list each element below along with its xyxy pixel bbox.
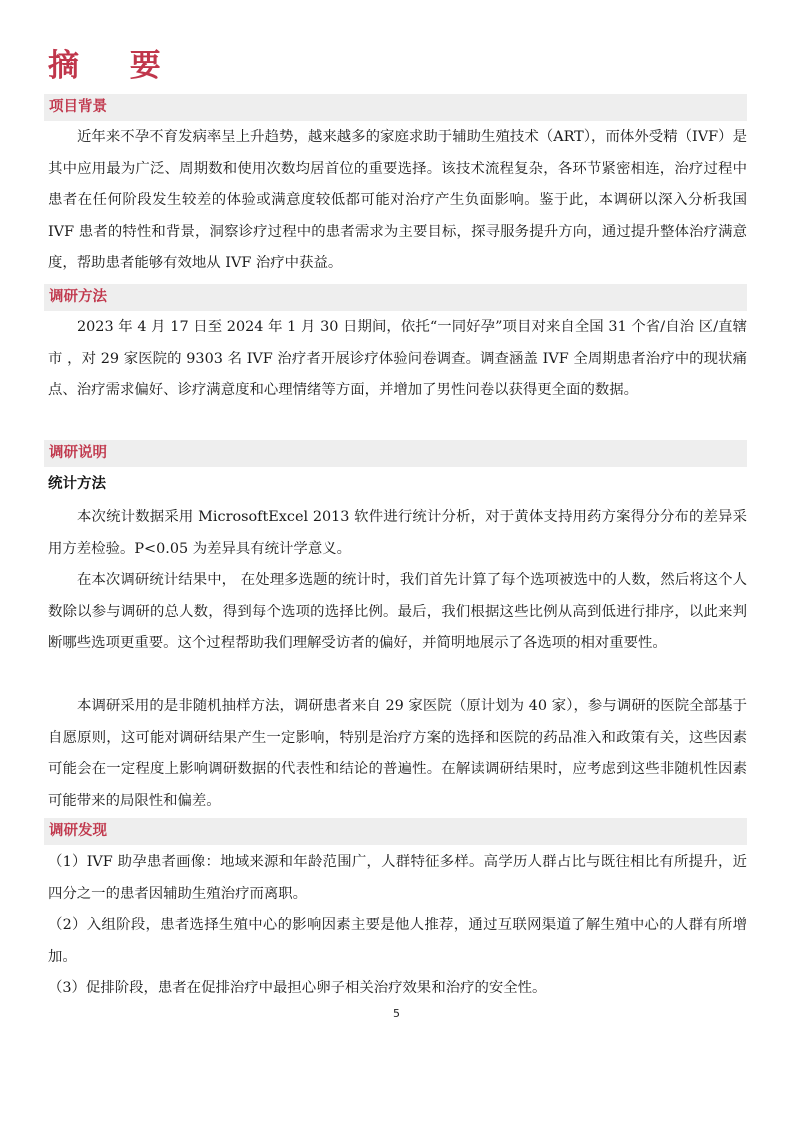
page-number: 5 xyxy=(393,1007,400,1020)
section-heading-notes: 调研说明 xyxy=(44,440,747,467)
finding-item-2: （2）入组阶段，患者选择生殖中心的影响因素主要是他人推荐，通过互联网渠道了解生殖中心的人群有所增加。 xyxy=(48,917,747,965)
section-heading-method: 调研方法 xyxy=(44,284,747,311)
section-heading-findings: 调研发现 xyxy=(44,818,747,845)
page-title: 摘 要 xyxy=(48,48,181,84)
notes-subheading: 统计方法 xyxy=(48,476,106,492)
finding-item-3: （3）促排阶段，患者在促排治疗中最担心卵子相关治疗效果和治疗的安全性。 xyxy=(48,980,547,996)
finding-item-1: （1）IVF 助孕患者画像：地域来源和年龄范围广，人群特征多样。高学历人群占比与既往相比有所提升，近四分之一的患者因辅助生殖治疗而离职。 xyxy=(48,854,747,902)
section-heading-background: 项目背景 xyxy=(44,94,747,121)
notes-paragraph-3: 本调研采用的是非随机抽样方法，调研患者来自 29 家医院（原计划为 40 家），参与调研的医院全部基于自愿原则，这可能对调研结果产生一定影响，特别是治疗方案的选择和医院的药品准入和政策有关，这些因素可能会在一定程度上影响调研数据的代表性和结论的普遍性。在解读调研结果时，应考虑到这些非随机性因素可能带来的局限性和偏差。 xyxy=(48,698,747,809)
background-paragraph: 近年来不孕不育发病率呈上升趋势，越来越多的家庭求助于辅助生殖技术（ART），而体外受精（IVF）是其中应用最为广泛、周期数和使用次数均居首位的重要选择。该技术流程复杂，各环节紧密相连，治疗过程中患者在任何阶段发生较差的体验或满意度较低都可能对治疗产生负面影响。鉴于此，本调研以深入分析我国 IVF 患者的特性和背景，洞察诊疗过程中的患者需求为主要目标，探寻服务提升方向，通过提升整体治疗满意度，帮助患者能够有效地从 IVF 治疗中获益。 xyxy=(48,129,747,272)
notes-paragraph-2: 在本次调研统计结果中， 在处理多选题的统计时，我们首先计算了每个选项被选中的人数，然后将这个人数除以参与调研的总人数，得到每个选项的选择比例。最后，我们根据这些比例从高到低进行排序，以此来判断哪些选项更重要。这个过程帮助我们理解受访者的偏好，并简明地展示了各选项的相对重要性。 xyxy=(48,572,747,652)
method-paragraph: 2023 年 4 月 17 日至 2024 年 1 月 30 日期间，依托“一同好孕”项目对来自全国 31 个省/自治 区/直辖市 ，对 29 家医院的 9303 名 IVF 治疗者开展诊疗体验问卷调查。调查涵盖 IVF 全周期患者治疗中的现状痛点、治疗需求偏好、诊疗满意度和心理情绪等方面，并增加了男性问卷以获得更全面的数据。 xyxy=(48,319,747,399)
notes-paragraph-1: 本次统计数据采用 MicrosoftExcel 2013 软件进行统计分析，对于黄体支持用药方案得分分布的差异采用方差检验。P<0.05 为差异具有统计学意义。 xyxy=(48,509,747,557)
